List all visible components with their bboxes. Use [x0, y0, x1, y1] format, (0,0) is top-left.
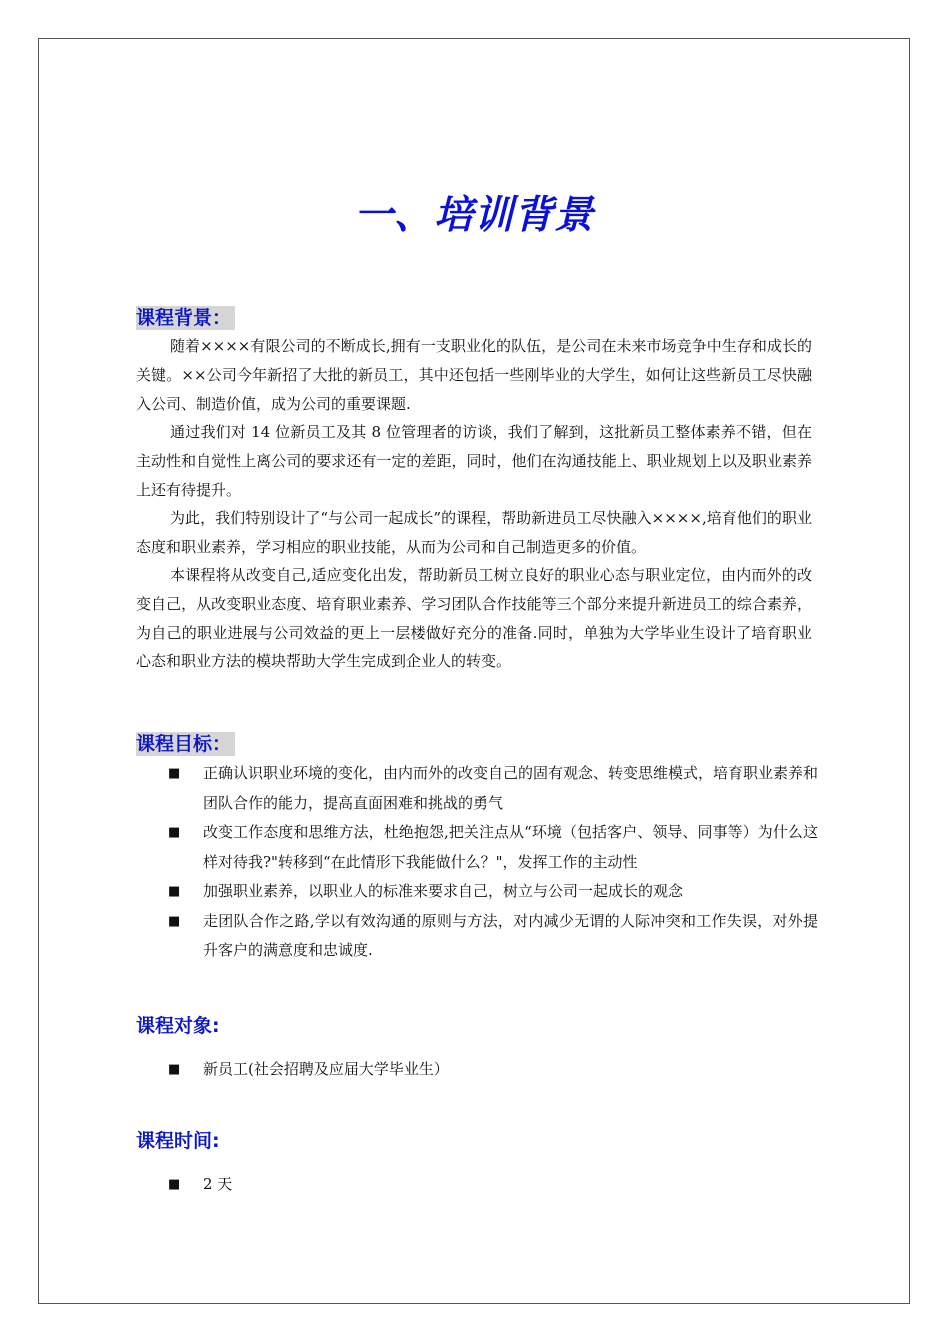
list-item	[168, 907, 818, 966]
list-item	[168, 877, 818, 907]
square-bullet-icon: ■	[168, 766, 181, 781]
background-paragraph-3: 为此，我们特别设计了“与公司一起成长”的课程，帮助新进员工尽快融入××××,培育他们的职业态度和职业素养，学习相应的职业技能，从而为公司和自己制造更多的价值。	[136, 509, 812, 556]
background-paragraph-2: 通过我们对 14 位新员工及其 8 位管理者的访谈，我们了解到，这批新员工整体素养不错，但在主动性和自觉性上离公司的要求还有一定的差距，同时，他们在沟通技能上、职业规划上以及职业素养上还有待提升。	[136, 423, 812, 499]
audience-text: 新员工(社会招聘及应届大学毕业生）	[203, 1060, 449, 1078]
goals-heading: 课程目标：	[136, 732, 235, 756]
goals-list	[168, 759, 818, 966]
duration-text: 2 天	[203, 1175, 233, 1193]
square-bullet-icon: ■	[168, 1177, 181, 1192]
list-item	[168, 818, 818, 877]
duration-list	[168, 1170, 818, 1200]
background-paragraph-4: 本课程将从改变自己,适应变化出发，帮助新员工树立良好的职业心态与职业定位，由内而外的改变自己，从改变职业态度、培育职业素养、学习团队合作技能等三个部分来提升新进员工的综合素养，为自己的职业进展与公司效益的更上一层楼做好充分的准备.同时，单独为大学毕业生设计了培育职业心态和职业方法的模块帮助大学生完成到企业人的转变。	[136, 566, 812, 671]
audience-list	[168, 1055, 818, 1085]
square-bullet-icon: ■	[168, 884, 181, 899]
goal-text-4: 走团队合作之路,学以有效沟通的原则与方法，对内减少无谓的人际冲突和工作失误，对外提升客户的满意度和忠诚度.	[203, 911, 818, 959]
list-item	[168, 1055, 818, 1085]
background-heading: 课程背景：	[136, 306, 235, 330]
background-paragraph-1: 随着××××有限公司的不断成长,拥有一支职业化的队伍，是公司在未来市场竞争中生存和成长的关键。××公司今年新招了大批的新员工，其中还包括一些刚毕业的大学生，如何让这些新员工尽快融入公司、制造价值，成为公司的重要课题.	[136, 337, 812, 413]
list-item	[168, 1170, 818, 1200]
square-bullet-icon: ■	[168, 1062, 181, 1077]
square-bullet-icon: ■	[168, 825, 181, 840]
duration-heading: 课程时间:	[136, 1130, 220, 1152]
goal-text-2: 改变工作态度和思维方法，杜绝抱怨,把关注点从“环境（包括客户、领导、同事等）为什么这样对待我?"转移到“在此情形下我能做什么？"，发挥工作的主动性	[203, 823, 818, 871]
page-title: 一、培训背景	[353, 193, 594, 238]
list-item	[168, 759, 818, 818]
goal-text-1: 正确认识职业环境的变化，由内而外的改变自己的固有观念、转变思维模式，培育职业素养和团队合作的能力，提高直面困难和挑战的勇气	[203, 764, 819, 812]
goal-text-3: 加强职业素养，以职业人的标准来要求自己，树立与公司一起成长的观念	[203, 882, 684, 900]
square-bullet-icon: ■	[168, 913, 181, 929]
audience-heading: 课程对象:	[136, 1015, 220, 1037]
